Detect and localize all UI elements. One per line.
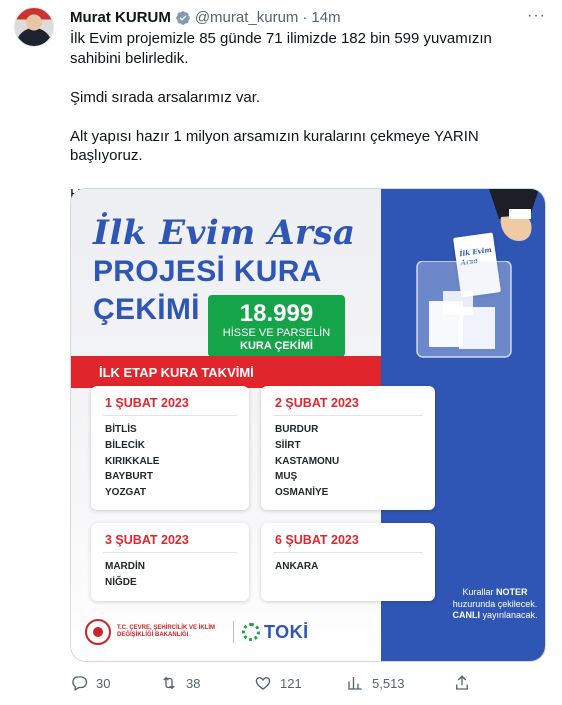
retweet-count: 38 — [186, 675, 201, 691]
count-badge — [208, 295, 345, 357]
poster-title-line2: ÇEKİMİ — [93, 293, 200, 326]
schedule-date: 6 ŞUBAT 2023 — [275, 533, 359, 547]
like-count: 121 — [280, 675, 302, 691]
retweet-button[interactable] — [160, 674, 200, 692]
city: MARDİN — [105, 561, 145, 572]
city: KIRIKKALE — [105, 455, 160, 467]
handle[interactable]: @murat_kurum — [194, 9, 299, 26]
tweet-paragraph: İlk Evim projemizle 85 günde 71 ilimizde 182 bin 599 yuvamızın sahibini belirledik. — [70, 30, 492, 67]
ministry-seal-icon — [85, 619, 111, 645]
note-bold: NOTER — [496, 587, 528, 597]
city-list — [275, 559, 318, 575]
city: ANKARA — [275, 561, 319, 572]
city: OSMANİYE — [275, 487, 329, 499]
ballot-box-icon — [409, 261, 519, 361]
share-icon — [453, 674, 471, 692]
poster-note — [449, 587, 541, 622]
divider — [273, 415, 423, 416]
like-button[interactable] — [254, 674, 302, 692]
display-name[interactable]: Murat KURUM — [70, 9, 171, 26]
toki-logo-icon — [242, 623, 260, 641]
schedule-title: İLK ETAP KURA TAKVİMİ — [99, 365, 254, 380]
note-bold: CANLI — [452, 610, 480, 620]
reply-icon — [70, 674, 88, 692]
tweet-header — [70, 8, 341, 28]
city: BURDUR — [275, 424, 319, 435]
ministry-name: T.C. ÇEVRE, ŞEHİRCİLİK VE İKLİM DEĞİŞİKLİĞİ BAKANLIĞI — [117, 624, 216, 638]
schedule-card — [91, 386, 249, 510]
divider — [103, 415, 237, 416]
city-list — [105, 559, 145, 591]
ballot-text-line1: İlk Evim — [458, 244, 493, 259]
poster — [71, 189, 546, 662]
logos-row — [85, 615, 309, 649]
verified-badge-icon — [175, 10, 191, 26]
city: MUŞ — [275, 471, 298, 483]
avatar[interactable] — [14, 7, 54, 47]
heart-icon — [254, 674, 272, 692]
toki-wordmark: TOKİ — [264, 621, 309, 642]
action-bar — [70, 674, 470, 694]
timestamp[interactable]: 14m — [311, 9, 341, 26]
schedule-banner — [71, 356, 381, 388]
divider — [103, 552, 237, 553]
note-text: yayınlanacak. — [479, 610, 538, 620]
reply-button[interactable] — [70, 674, 110, 692]
tweet-paragraph: Şimdi sırada arsalarımız var. — [70, 88, 261, 106]
note-text: Kurallar — [462, 587, 496, 597]
poster-title-line1: PROJESİ KURA — [93, 255, 322, 288]
city: KASTAMONU — [275, 455, 340, 467]
schedule-date: 3 ŞUBAT 2023 — [105, 533, 189, 547]
divider — [273, 552, 423, 553]
logo-divider — [233, 621, 234, 643]
schedule-card — [261, 523, 435, 601]
share-button[interactable] — [453, 674, 471, 692]
views-count: 5,513 — [372, 675, 405, 691]
schedule-card — [91, 523, 249, 601]
tweet-paragraph: Alt yapısı hazır 1 milyon arsamızın kuralarını çekmeye YARIN başlıyoruz. — [70, 127, 479, 164]
ballot-text-line2: Arsa — [459, 255, 479, 268]
city: NİĞDE — [105, 576, 137, 588]
city: BAYBURT — [105, 471, 153, 483]
reply-count: 30 — [96, 675, 111, 691]
schedule-card — [261, 386, 435, 510]
city: YOZGAT — [105, 487, 146, 499]
city: SİİRT — [275, 439, 301, 451]
count-number: 18.999 — [239, 300, 314, 327]
retweet-icon — [160, 674, 178, 692]
count-subtitle: HİSSE VE PARSELİN — [222, 327, 331, 339]
city: BİTLİS — [105, 424, 137, 435]
separator-dot: · — [302, 9, 308, 26]
city: BİLECİK — [105, 439, 145, 451]
schedule-date: 2 ŞUBAT 2023 — [275, 396, 359, 410]
media-image[interactable] — [70, 188, 546, 662]
note-text: huzurunda çekilecek. — [452, 598, 538, 609]
poster-script-title: İlk Evim Arsa — [93, 213, 356, 253]
count-subtitle-bold: KURA ÇEKİMİ — [240, 340, 313, 352]
more-options-icon[interactable]: ··· — [527, 7, 546, 24]
city-list — [275, 422, 339, 501]
views-chart-icon — [346, 674, 364, 692]
city-list — [105, 422, 159, 501]
views-button[interactable] — [346, 674, 405, 692]
schedule-date: 1 ŞUBAT 2023 — [105, 396, 189, 410]
